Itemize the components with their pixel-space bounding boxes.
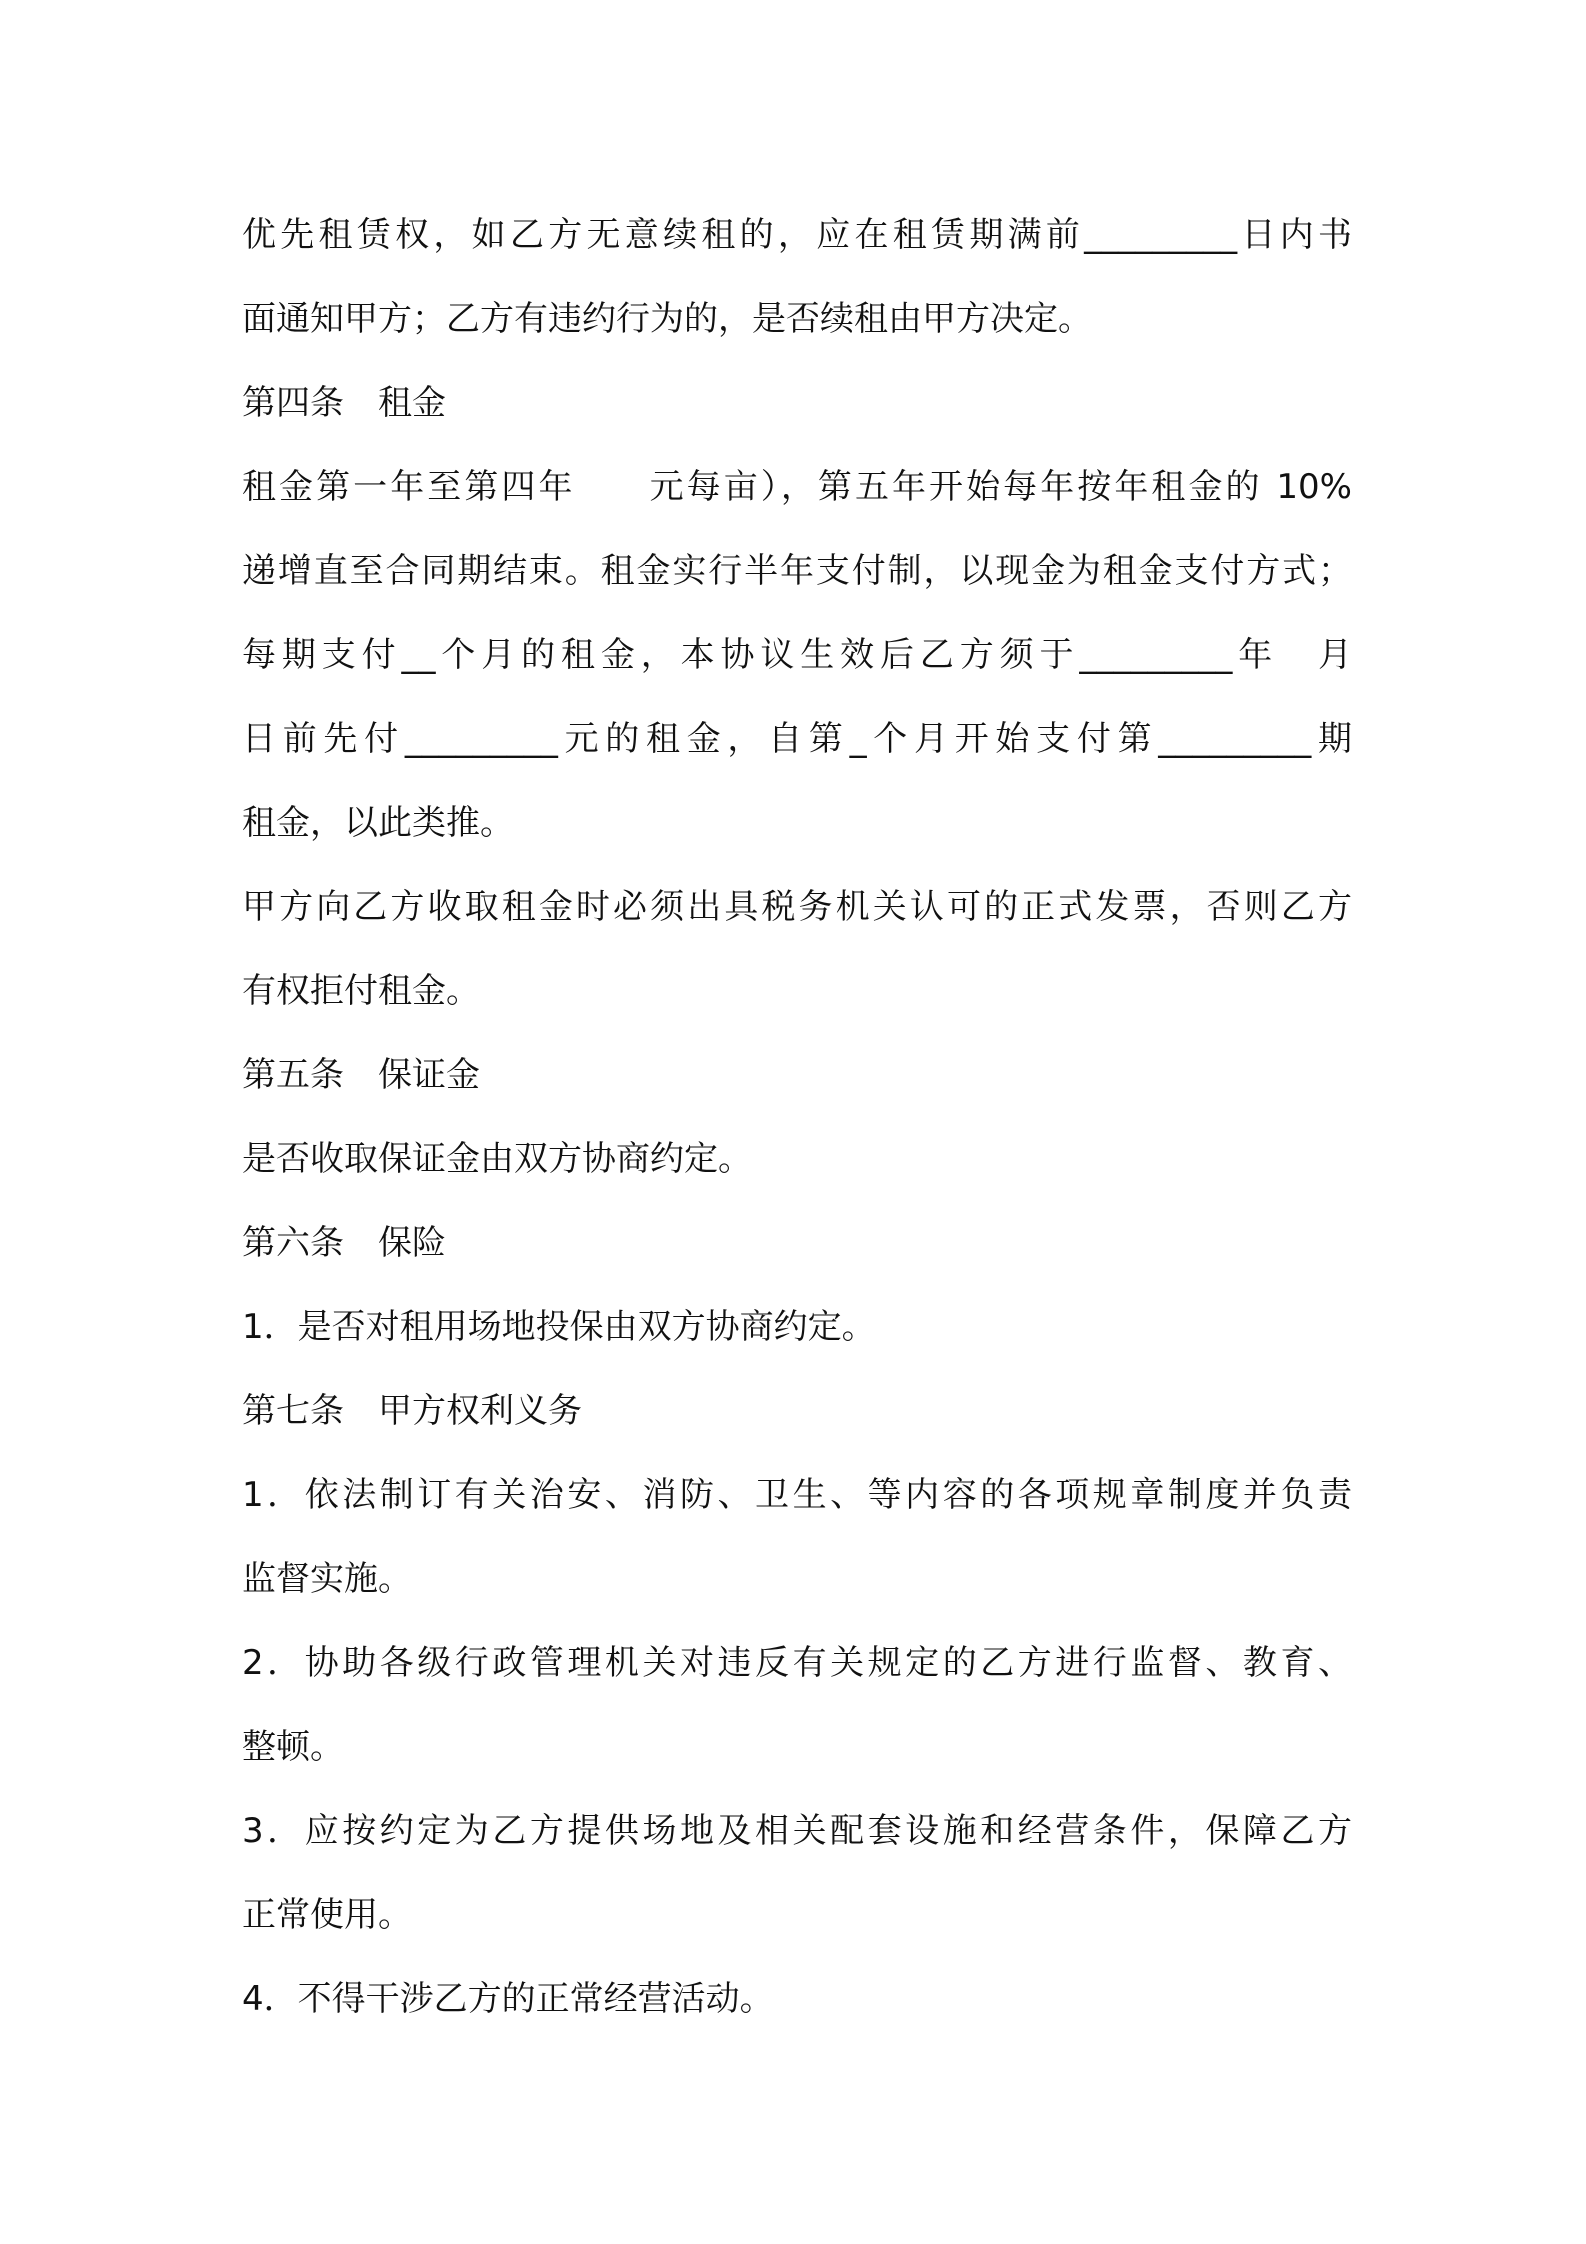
text-line: 监督实施。 (242, 1559, 412, 1599)
document-body (242, 193, 1352, 2041)
list-item: 3．应按约定为乙方提供场地及相关配套设施和经营条件，保障乙方 (242, 1811, 1352, 1851)
text-line: 每期支付__个月的租金，本协议生效后乙方须于_________年 月 (242, 635, 1352, 675)
article-heading: 第七条 甲方权利义务 (242, 1391, 582, 1431)
text-line: 正常使用。 (242, 1895, 412, 1935)
text-line: 租金第一年至第四年 元每亩），第五年开始每年按年租金的 10% (242, 467, 1352, 507)
list-item: 4．不得干涉乙方的正常经营活动。 (242, 1979, 774, 2019)
list-item: 1．是否对租用场地投保由双方协商约定。 (242, 1307, 876, 1347)
article-heading: 第四条 租金 (242, 383, 446, 423)
list-item: 1．依法制订有关治安、消防、卫生、等内容的各项规章制度并负责 (242, 1475, 1352, 1515)
text-line: 优先租赁权，如乙方无意续租的，应在租赁期满前_________日内书 (242, 215, 1352, 255)
list-item: 2．协助各级行政管理机关对违反有关规定的乙方进行监督、教育、 (242, 1643, 1352, 1683)
text-line: 日前先付_________元的租金，自第_个月开始支付第_________期 (242, 719, 1352, 759)
text-line: 面通知甲方；乙方有违约行为的，是否续租由甲方决定。 (242, 299, 1092, 339)
text-line: 是否收取保证金由双方协商约定。 (242, 1139, 752, 1179)
text-line: 租金，以此类推。 (242, 803, 514, 843)
text-line: 甲方向乙方收取租金时必须出具税务机关认可的正式发票，否则乙方 (242, 887, 1352, 927)
article-heading: 第六条 保险 (242, 1223, 446, 1263)
text-line: 递增直至合同期结束。租金实行半年支付制，以现金为租金支付方式； (242, 551, 1352, 591)
text-line: 有权拒付租金。 (242, 971, 480, 1011)
text-line: 整顿。 (242, 1727, 344, 1767)
article-heading: 第五条 保证金 (242, 1055, 480, 1095)
